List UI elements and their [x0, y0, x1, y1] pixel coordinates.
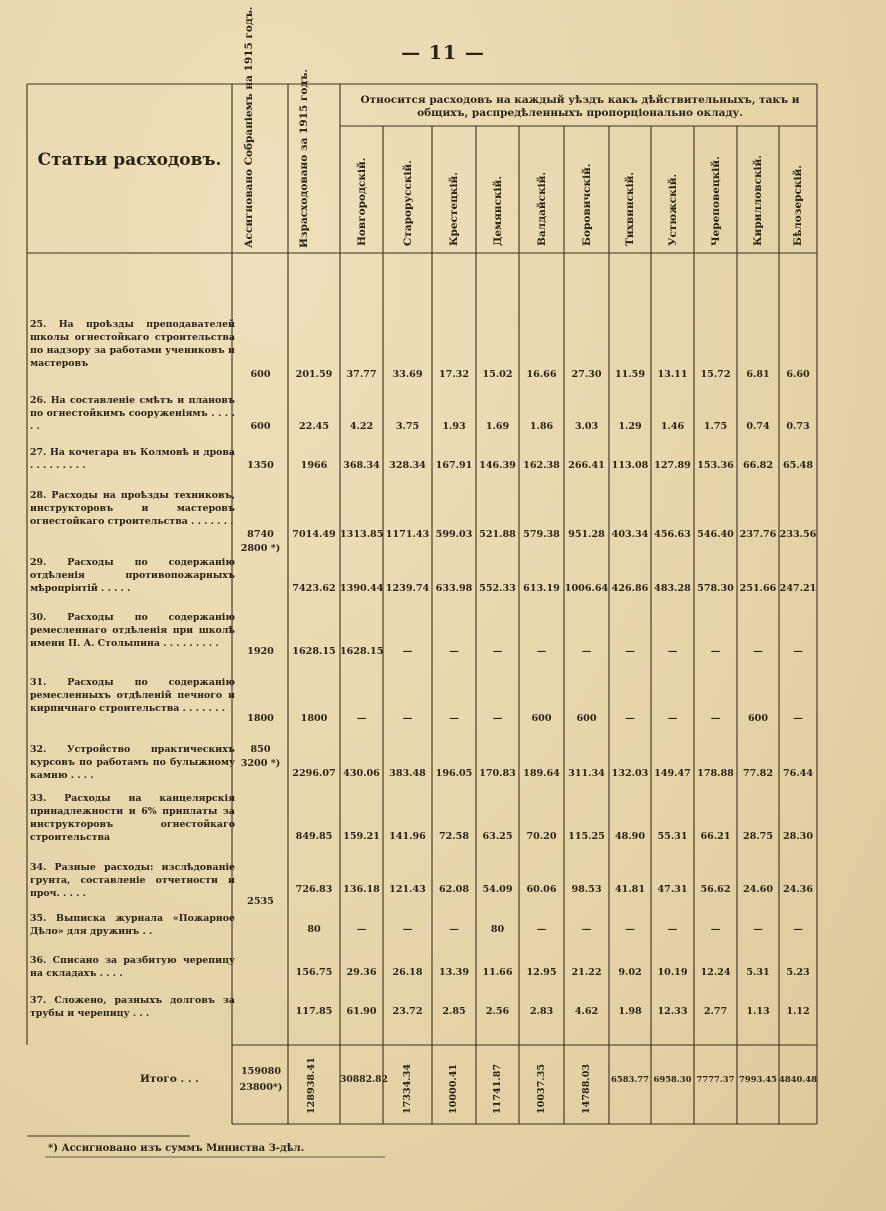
row-district-value: 65.48 [782, 460, 814, 471]
row-label: 34. Разные расходы: изслѣдованіе грунта, составленіе отчетности и проч. . . . . [30, 862, 235, 899]
row-district-value: 1.13 [746, 1006, 770, 1017]
row-label: 32. Устройство практическихъ курсовъ по работамъ по булыжному камню . . . . [30, 744, 235, 781]
row-assigned-extra: 2800 *) [240, 543, 281, 554]
row-district-value: — [581, 924, 592, 935]
row-district-value: 170.83 [479, 768, 516, 779]
row-spent: 7014.49 [292, 529, 336, 540]
row-district-value: 37.77 [346, 369, 377, 380]
row-district-value: 600 [531, 713, 552, 724]
row-district-value: 368.34 [343, 460, 380, 471]
row-district-value: 27.30 [571, 369, 602, 380]
row-district-value: — [402, 924, 413, 935]
row-district-value: — [710, 713, 721, 724]
district-heading: Бѣлозерскій. [792, 165, 804, 246]
row-district-value: — [753, 646, 763, 657]
row-district-value: 162.38 [523, 460, 560, 471]
total-label: Итого . . . [140, 1073, 199, 1085]
row-district-value: 55.31 [657, 831, 688, 842]
row-district-value: 70.20 [526, 831, 557, 842]
row-district-value: 127.89 [654, 460, 691, 471]
row-district-value: 521.88 [479, 529, 516, 540]
row-spent: 1628.15 [292, 646, 336, 657]
row-district-value: 251.66 [739, 583, 777, 594]
row-spent: 1966 [300, 460, 328, 471]
total-district-value: 6958.30 [653, 1074, 692, 1084]
row-district-value: 2.56 [485, 1006, 510, 1017]
row-assigned: 8740 [247, 529, 274, 540]
row-district-value: 1313.85 [340, 529, 384, 540]
row-district-value: — [356, 924, 367, 935]
row-district-value: — [793, 924, 803, 935]
row-label: 35. Выписка журнала «Пожарное Дѣло» для дружинъ . . [30, 913, 235, 937]
row-district-value: 11.59 [614, 369, 646, 380]
row-district-value: 48.90 [614, 831, 646, 842]
row-district-value: 4.22 [349, 421, 374, 432]
row-district-value: — [492, 646, 503, 657]
row-district-value: — [667, 924, 678, 935]
row-district-value: 266.41 [568, 460, 605, 471]
col-assigned-heading: Ассигновано Собраніемъ на 1915 годъ. [243, 6, 255, 248]
row-district-value: 426.86 [611, 583, 649, 594]
row-district-value: 29.36 [346, 967, 377, 978]
row-district-value: 28.30 [782, 831, 814, 842]
row-district-value: 1171.43 [385, 529, 430, 540]
row-district-value: — [625, 646, 635, 657]
row-district-value: 56.62 [700, 884, 731, 895]
total-assigned-2: 23800*) [239, 1082, 283, 1093]
district-heading: Устюжскій. [666, 173, 679, 246]
row-district-value: 633.98 [435, 583, 473, 594]
row-district-value: 77.82 [742, 768, 774, 779]
total-district-value: 7993.45 [739, 1074, 777, 1084]
row-district-value: 159.21 [343, 831, 380, 842]
row-district-value: 15.02 [482, 369, 513, 380]
row-district-value: 13.11 [657, 369, 688, 380]
row-label: 36. Списано за разбитую черепицу на складахъ . . . . [30, 955, 235, 979]
row-district-value: 121.43 [389, 884, 426, 895]
row-district-value: 237.76 [739, 529, 777, 540]
row-district-value: 0.73 [786, 421, 810, 432]
row-assigned: 1920 [247, 646, 274, 657]
row-district-value: 430.06 [343, 768, 380, 779]
total-district-value: 10037.35 [535, 1063, 547, 1114]
row-district-value: 12.95 [526, 967, 557, 978]
row-assigned-extra: 3200 *) [240, 758, 281, 769]
row-district-value: 189.64 [523, 768, 560, 779]
row-district-value: 247.21 [779, 583, 817, 594]
row-district-value: 61.90 [346, 1006, 377, 1017]
distribution-heading: Относится расходовъ на каждый уѣздъ какъ дѣйствительныхъ, такъ и общихъ, распредѣленныхъ пропорціонально окладу. [360, 94, 800, 119]
row-district-value: 80 [490, 924, 505, 935]
row-spent: 1800 [300, 713, 328, 724]
row-district-value: 456.63 [654, 529, 691, 540]
row-district-value: 1006.64 [564, 583, 609, 594]
row-district-value: 2.83 [529, 1006, 554, 1017]
row-district-value: 10.19 [657, 967, 688, 978]
row-district-value: 4.62 [574, 1006, 599, 1017]
row-district-value: 1.12 [786, 1006, 810, 1017]
row-district-value: 15.72 [700, 369, 731, 380]
row-district-value: 9.02 [618, 967, 642, 978]
row-district-value: 11.66 [482, 967, 513, 978]
row-district-value: 47.31 [657, 884, 688, 895]
district-heading: Кирилловскій. [752, 155, 764, 246]
district-heading: Крестецкій. [448, 172, 460, 246]
row-district-value: 136.18 [343, 884, 380, 895]
row-assigned: 850 [250, 744, 271, 755]
row-district-value: 328.34 [389, 460, 426, 471]
row-district-value: 1.75 [703, 421, 728, 432]
row-district-value: 600 [576, 713, 597, 724]
row-district-value: 6.60 [786, 369, 810, 380]
row-district-value: 149.47 [654, 768, 691, 779]
row-spent: 156.75 [295, 967, 333, 978]
row-district-value: 483.28 [654, 583, 691, 594]
row-district-value: 167.91 [435, 460, 473, 471]
row-label: 26. На составленіе смѣтъ и плановъ по огнестойкимъ сооруженіямъ . . . . . . [30, 395, 235, 432]
district-heading: Валдайскій. [535, 171, 548, 246]
district-heading: Демянскій. [491, 176, 504, 246]
row-district-value: 26.18 [392, 967, 423, 978]
row-district-value: 132.03 [611, 768, 649, 779]
row-district-value: — [625, 924, 635, 935]
row-district-value: 196.05 [435, 768, 473, 779]
row-district-value: 579.38 [523, 529, 560, 540]
row-district-value: — [449, 713, 459, 724]
row-district-value: — [710, 646, 721, 657]
row-district-value: 1.86 [529, 421, 554, 432]
row-label: 31. Расходы по содержанію ремесленныхъ отдѣленій печного и кирпичнаго строительства . . . . . . . [30, 677, 235, 714]
row-label: 30. Расходы по содержанію ремесленнаго отдѣленія при школѣ имени П. А. Столыпина . . . . . . . . . [30, 612, 235, 649]
row-district-value: 66.82 [742, 460, 774, 471]
district-heading: Новгородскій. [355, 157, 368, 246]
col-articles-heading: Статьи расходовъ. [37, 150, 222, 170]
row-district-value: 951.28 [568, 529, 605, 540]
row-label: 27. На кочегара въ Колмовѣ и дрова . . . . . . . . . [30, 447, 235, 471]
row-district-value: — [449, 646, 459, 657]
total-spent: 128938.41 [306, 1057, 317, 1114]
row-district-value: 76.44 [782, 768, 814, 779]
row-assigned: 2535 [247, 896, 274, 907]
row-district-value: 578.30 [697, 583, 734, 594]
row-spent: 2296.07 [292, 768, 336, 779]
row-label: 25. На проѣзды преподавателей школы огнестойкаго строительства по надзору за работами учениковъ и мастеровъ [30, 319, 235, 369]
row-district-value: — [625, 713, 635, 724]
row-district-value: 6.81 [746, 369, 770, 380]
row-district-value: 72.58 [438, 831, 470, 842]
row-district-value: — [402, 646, 413, 657]
row-district-value: 141.96 [389, 831, 426, 842]
row-district-value: — [793, 713, 803, 724]
row-district-value: 60.06 [526, 884, 557, 895]
row-district-value: 1390.44 [340, 583, 384, 594]
row-district-value: — [402, 713, 413, 724]
total-district-value: 4840.48 [779, 1074, 817, 1084]
district-heading: Боровичскій. [580, 163, 593, 246]
row-district-value: 2.77 [703, 1006, 728, 1017]
row-label: 28. Расходы на проѣзды техниковъ, инструкторовъ и мастеровъ огнестойкаго строительства . . . . . . . [30, 490, 235, 527]
row-district-value: — [667, 646, 678, 657]
row-district-value: 599.03 [435, 529, 473, 540]
row-district-value: 113.08 [611, 460, 649, 471]
row-spent: 80 [307, 924, 321, 935]
total-assigned-1: 159080 [240, 1066, 282, 1077]
row-district-value: 1.46 [660, 421, 685, 432]
district-heading: Тихвинскій. [624, 171, 636, 246]
row-district-value: 383.48 [389, 768, 426, 779]
row-district-value: 178.88 [697, 768, 734, 779]
row-district-value: 24.36 [782, 884, 814, 895]
row-district-value: — [492, 713, 503, 724]
row-district-value: 13.39 [438, 967, 470, 978]
row-spent: 117.85 [295, 1006, 333, 1017]
row-district-value: 12.33 [657, 1006, 688, 1017]
row-district-value: 3.75 [395, 421, 420, 432]
row-district-value: 2.85 [442, 1006, 466, 1017]
row-district-value: — [536, 924, 547, 935]
row-district-value: 21.22 [571, 967, 602, 978]
row-district-value: 33.69 [392, 369, 423, 380]
total-district-value: 30882.82 [340, 1074, 388, 1085]
row-district-value: 153.36 [697, 460, 734, 471]
row-spent: 849.85 [295, 831, 333, 842]
row-district-value: — [793, 646, 803, 657]
row-district-value: 1.29 [618, 421, 642, 432]
row-district-value: 1239.74 [385, 583, 430, 594]
row-district-value: 613.19 [523, 583, 560, 594]
row-district-value: — [536, 646, 547, 657]
row-district-value: 54.09 [482, 884, 513, 895]
row-assigned: 600 [250, 369, 271, 380]
district-heading: Старорусскій. [401, 160, 414, 246]
row-district-value: — [667, 713, 678, 724]
row-district-value: 233.56 [779, 529, 817, 540]
total-district-value: 6583.77 [611, 1074, 649, 1084]
row-district-value: 28.75 [742, 831, 774, 842]
row-district-value: — [581, 646, 592, 657]
row-spent: 7423.62 [292, 583, 336, 594]
row-assigned: 1800 [247, 713, 274, 724]
row-assigned: 600 [250, 421, 271, 432]
row-district-value: 552.33 [479, 583, 516, 594]
row-district-value: 12.24 [700, 967, 731, 978]
total-district-value: 17334.34 [401, 1063, 413, 1114]
row-district-value: 403.34 [611, 529, 649, 540]
row-district-value: — [753, 924, 763, 935]
row-district-value: 5.23 [786, 967, 810, 978]
row-district-value: 17.32 [438, 369, 470, 380]
row-district-value: 16.66 [526, 369, 557, 380]
total-district-value: 14788.03 [580, 1063, 592, 1114]
row-district-value: 546.40 [697, 529, 734, 540]
row-district-value: 23.72 [392, 1006, 423, 1017]
row-district-value: 1.98 [618, 1006, 642, 1017]
total-district-value: 11741.87 [491, 1063, 503, 1114]
row-district-value: 1628.15 [340, 646, 384, 657]
row-spent: 22.45 [298, 421, 330, 432]
row-label: 37. Сложено, разныхъ долговъ за трубы и черепицу . . . [30, 995, 235, 1019]
district-heading: Череповецкій. [709, 156, 722, 246]
row-assigned: 1350 [247, 460, 274, 471]
row-district-value: 66.21 [700, 831, 731, 842]
row-district-value: 63.25 [482, 831, 513, 842]
row-district-value: — [710, 924, 721, 935]
row-district-value: — [449, 924, 459, 935]
row-district-value: 146.39 [479, 460, 516, 471]
total-district-value: 10000.41 [448, 1063, 459, 1114]
row-district-value: 0.74 [746, 421, 770, 432]
row-district-value: 24.60 [742, 884, 774, 895]
row-district-value: — [356, 713, 367, 724]
page-number: — 11 — [401, 42, 485, 64]
row-spent: 726.83 [295, 884, 333, 895]
row-label: 33. Расходы на канцелярскія принадлежности и 6% приплаты за инструкторовъ огнестойкаго строительства [30, 793, 235, 843]
row-district-value: 3.03 [574, 421, 599, 432]
row-district-value: 115.25 [568, 831, 605, 842]
row-district-value: 600 [747, 713, 769, 724]
row-label: 29. Расходы по содержанію отдѣленія противопожарныхъ мѣропріятій . . . . . [30, 557, 235, 594]
row-district-value: 311.34 [568, 768, 605, 779]
row-district-value: 98.53 [571, 884, 602, 895]
row-district-value: 41.81 [614, 884, 646, 895]
row-district-value: 1.93 [442, 421, 466, 432]
total-district-value: 7777.37 [696, 1074, 735, 1084]
row-district-value: 1.69 [485, 421, 510, 432]
row-district-value: 62.08 [438, 884, 470, 895]
col-spent-heading: Израсходовано за 1915 годъ. [298, 68, 310, 248]
row-spent: 201.59 [295, 369, 333, 380]
footnote: *) Ассигновано изъ суммъ Министва З-дѣл. [48, 1143, 305, 1154]
row-district-value: 5.31 [746, 967, 770, 978]
